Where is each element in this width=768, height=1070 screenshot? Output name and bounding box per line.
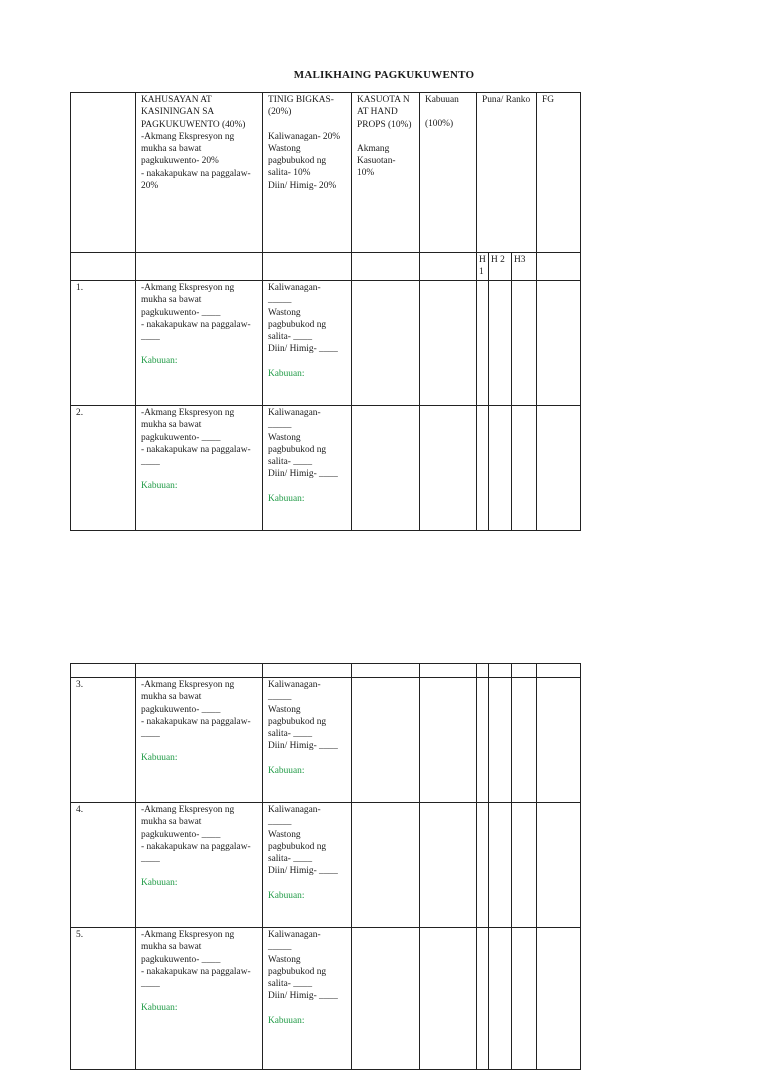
kabuuan-label: Kabuuan: [141,481,178,492]
kabuuan-label: Kabuuan: [141,753,178,764]
tinig-cell: Kaliwanagan- _____ Wastong pagbubukod ng salita- ____ Diin/ Himig- ____ Kabuuan: [263,406,352,531]
document-title: MALIKHAING PAGKUKUWENTO [293,69,475,81]
row-number: 3. [71,678,136,803]
subheader-row [71,253,581,281]
judge-1-header: H 1 [477,253,489,281]
header-tinig: TINIG BIGKAS- (20%) Kaliwanagan- 20% Wastong pagbubukod ng salita- 10% Diin/ Himig- 20% [263,93,352,253]
kabuuan-label: Kabuuan: [268,765,305,776]
kahusayan-cell: -Akmang Ekspresyon ng mukha sa bawat pagkukuwento- ____ - nakakapukaw na paggalaw- ____ Kabuuan: [136,803,263,928]
tinig-cell: Kaliwanagan- _____ Wastong pagbubukod ng salita- ____ Diin/ Himig- ____ Kabuuan: [263,803,352,928]
header-row [71,93,581,253]
header-fg: FG [537,93,581,253]
rubric-table-top [70,92,581,531]
kabuuan-label: Kabuuan: [141,878,178,889]
rubric-table-bottom [70,663,581,1070]
table-row [71,678,581,803]
kabuuan-label: Kabuuan: [268,368,305,379]
kabuuan-label: Kabuuan: [268,1015,305,1026]
header-kabuuan: Kabuuan (100%) [420,93,477,253]
row-number: 4. [71,803,136,928]
table-row [71,406,581,531]
row-number: 1. [71,281,136,406]
row-number: 5. [71,928,136,1070]
header-kahusayan: KAHUSAYAN AT KASININGAN SA PAGKUKUWENTO (40%) -Akmang Ekspresyon ng mukha sa bawat pagkukuwento- 20% - nakakapukaw na paggalaw- 20% [136,93,263,253]
header-kasuotan: KASUOTA N AT HAND PROPS (10%) Akmang Kasuotan- 10% [352,93,420,253]
kabuuan-label: Kabuuan: [141,1003,178,1014]
header-number-cell [71,93,136,253]
kabuuan-label: Kabuuan: [141,356,178,367]
kahusayan-cell: -Akmang Ekspresyon ng mukha sa bawat pagkukuwento- ____ - nakakapukaw na paggalaw- ____ Kabuuan: [136,281,263,406]
kabuuan-label: Kabuuan: [268,493,305,504]
judge-2-header: H 2 [489,253,512,281]
kahusayan-cell: -Akmang Ekspresyon ng mukha sa bawat pagkukuwento- ____ - nakakapukaw na paggalaw- ____ Kabuuan: [136,678,263,803]
continuation-row [71,664,581,678]
table-row [71,928,581,1070]
tinig-cell: Kaliwanagan- _____ Wastong pagbubukod ng salita- ____ Diin/ Himig- ____ Kabuuan: [263,281,352,406]
table-row [71,281,581,406]
row-number: 2. [71,406,136,531]
table-row [71,803,581,928]
header-puna-ranko: Puna/ Ranko [477,93,537,253]
tinig-cell: Kaliwanagan- _____ Wastong pagbubukod ng salita- ____ Diin/ Himig- ____ Kabuuan: [263,928,352,1070]
kahusayan-cell: -Akmang Ekspresyon ng mukha sa bawat pagkukuwento- ____ - nakakapukaw na paggalaw- ____ Kabuuan: [136,406,263,531]
tinig-cell: Kaliwanagan- _____ Wastong pagbubukod ng salita- ____ Diin/ Himig- ____ Kabuuan: [263,678,352,803]
judge-3-header: H3 [512,253,537,281]
kahusayan-cell: -Akmang Ekspresyon ng mukha sa bawat pagkukuwento- ____ - nakakapukaw na paggalaw- ____ Kabuuan: [136,928,263,1070]
kabuuan-label: Kabuuan: [268,890,305,901]
